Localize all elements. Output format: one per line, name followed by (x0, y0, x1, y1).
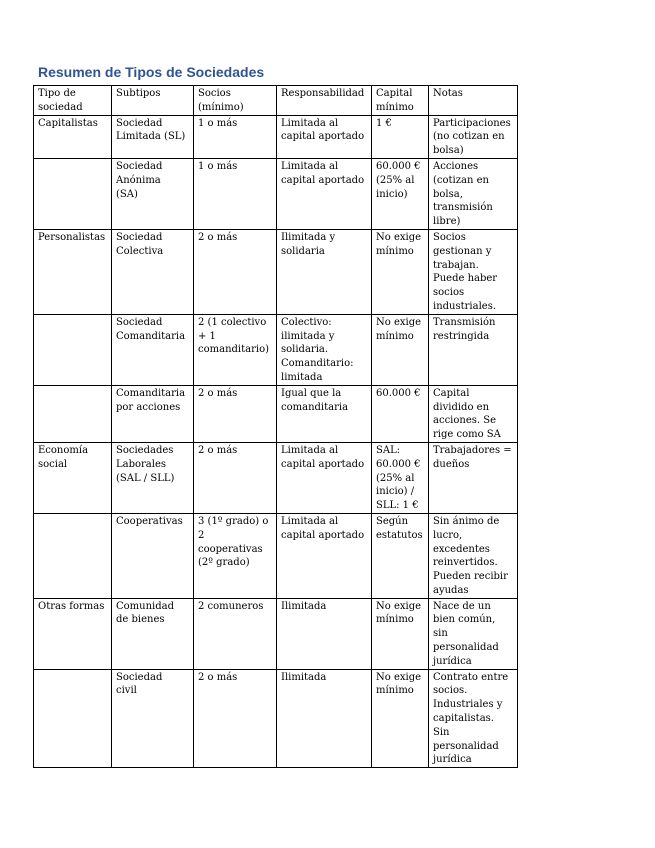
table-cell: Participaciones (no cotizan en bolsa) (429, 115, 518, 158)
table-cell: 2 (1 colectivo + 1 comanditario) (194, 314, 277, 385)
table-row (34, 314, 518, 385)
table-row (34, 115, 518, 158)
table-cell: 1 € (372, 115, 429, 158)
table-cell: Nace de un bien común, sin personalidad jurídica (429, 598, 518, 669)
table-cell: Otras formas (34, 598, 112, 669)
table-cell: 1 o más (194, 115, 277, 158)
table-cell: Ilimitada (277, 669, 372, 768)
table-row (34, 513, 518, 598)
table-cell: Acciones (cotizan en bolsa, transmisión libre) (429, 158, 518, 229)
table-cell: 2 o más (194, 385, 277, 442)
table-cell: Socios gestionan y trabajan. Puede haber socios industriales. (429, 229, 518, 314)
table-cell (34, 158, 112, 229)
table-cell: Sociedad Anónima (SA) (112, 158, 194, 229)
table-cell: Igual que la comanditaria (277, 385, 372, 442)
table-row (34, 442, 518, 513)
table-cell (34, 669, 112, 768)
table-cell: Ilimitada y solidaria (277, 229, 372, 314)
table-cell: Comunidad de bienes (112, 598, 194, 669)
table-cell: No exige mínimo (372, 314, 429, 385)
table-header-row (34, 86, 518, 116)
table-cell: Transmisión restringida (429, 314, 518, 385)
table-cell: 2 o más (194, 229, 277, 314)
table-cell: 1 o más (194, 158, 277, 229)
header-capital: Capital mínimo (372, 86, 429, 116)
table-cell: 60.000 € (372, 385, 429, 442)
table-cell: Sin ánimo de lucro, excedentes reinvertidos. Pueden recibir ayudas (429, 513, 518, 598)
table-cell: Limitada al capital aportado (277, 115, 372, 158)
table-cell: Según estatutos (372, 513, 429, 598)
header-subtipos: Subtipos (112, 86, 194, 116)
table-cell: Personalistas (34, 229, 112, 314)
table-cell: Capital dividido en acciones. Se rige como SA (429, 385, 518, 442)
table-cell (34, 513, 112, 598)
table-row (34, 669, 518, 768)
table-cell (34, 385, 112, 442)
table-cell (34, 314, 112, 385)
table-cell: Economía social (34, 442, 112, 513)
header-responsabilidad: Responsabilidad (277, 86, 372, 116)
table-cell: Cooperativas (112, 513, 194, 598)
table-row (34, 229, 518, 314)
table-cell: Sociedad Comanditaria (112, 314, 194, 385)
table-cell: Limitada al capital aportado (277, 513, 372, 598)
table-cell: No exige mínimo (372, 229, 429, 314)
table-cell: No exige mínimo (372, 598, 429, 669)
table-cell: Comanditaria por acciones (112, 385, 194, 442)
page-title: Resumen de Tipos de Sociedades (38, 64, 265, 80)
table-cell: 2 o más (194, 442, 277, 513)
table-row (34, 385, 518, 442)
table-cell: Ilimitada (277, 598, 372, 669)
table-cell: Sociedades Laborales (SAL / SLL) (112, 442, 194, 513)
table-cell: Colectivo: ilimitada y solidaria. Comanditario: limitada (277, 314, 372, 385)
table-cell: Sociedad Limitada (SL) (112, 115, 194, 158)
table-cell: 60.000 € (25% al inicio) (372, 158, 429, 229)
header-socios: Socios (mínimo) (194, 86, 277, 116)
table-cell: Sociedad Colectiva (112, 229, 194, 314)
table-cell: Limitada al capital aportado (277, 158, 372, 229)
table-cell: SAL: 60.000 € (25% al inicio) / SLL: 1 € (372, 442, 429, 513)
header-notas: Notas (429, 86, 518, 116)
table-cell: No exige mínimo (372, 669, 429, 768)
table-cell: Capitalistas (34, 115, 112, 158)
table-cell: Sociedad civil (112, 669, 194, 768)
table-cell: Trabajadores = dueños (429, 442, 518, 513)
table-row (34, 598, 518, 669)
table-cell: 2 o más (194, 669, 277, 768)
table-row (34, 158, 518, 229)
table-cell: 3 (1º grado) o 2 cooperativas (2º grado) (194, 513, 277, 598)
table-cell: 2 comuneros (194, 598, 277, 669)
table-cell: Contrato entre socios. Industriales y capitalistas. Sin personalidad jurídica (429, 669, 518, 768)
header-tipo: Tipo de sociedad (34, 86, 112, 116)
table-cell: Limitada al capital aportado (277, 442, 372, 513)
societies-table (33, 85, 518, 768)
